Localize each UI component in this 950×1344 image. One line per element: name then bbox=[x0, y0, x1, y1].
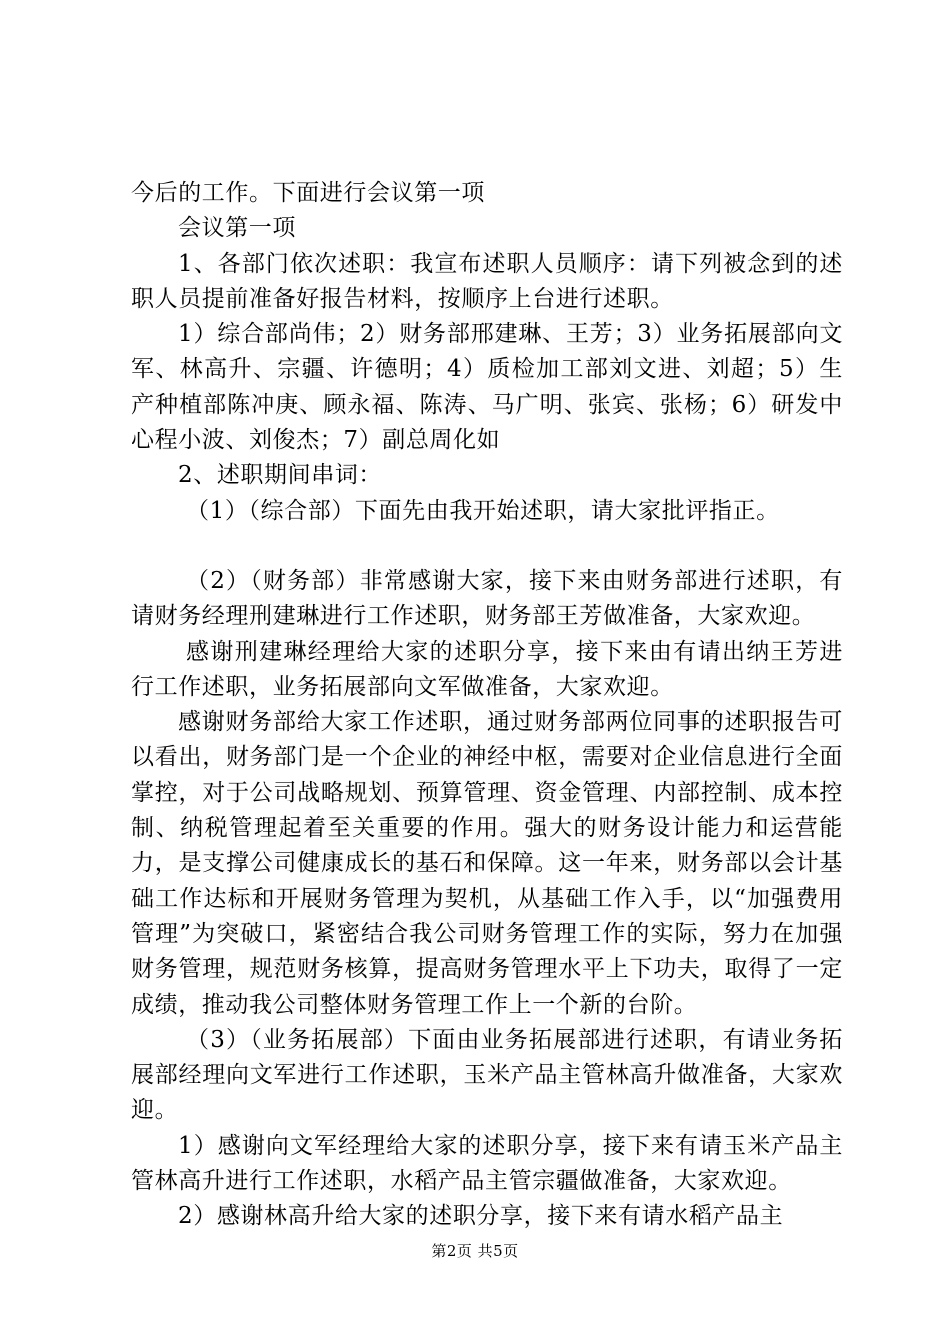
paragraph-order-announcement: 1、各部门依次述职：我宣布述职人员顺序：请下列被念到的述职人员提前准备好报告材料，按顺序上台进行述职。 bbox=[131, 250, 843, 312]
paragraph-general-dept: （1）（综合部）下面先由我开始述职，请大家批评指正。 bbox=[186, 497, 780, 524]
paragraph-business-thanks-1: 1）感谢向文军经理给大家的述职分享，接下来有请玉米产品主管林高升进行工作述职，水稻产品主管宗疆做准备，大家欢迎。 bbox=[131, 1132, 843, 1195]
paragraph-business-dept: （3）（业务拓展部）下面由业务拓展部进行述职，有请业务拓展部经理向文军进行工作述职，玉米产品主管林高升做准备，大家欢迎。 bbox=[131, 1026, 843, 1124]
paragraph-finance-dept: （2）（财务部）非常感谢大家，接下来由财务部进行述职，有请财务经理刑建琳进行工作述职，财务部王芳做准备，大家欢迎。 bbox=[131, 567, 843, 630]
paragraph-finance-thanks: 感谢刑建琳经理给大家的述职分享，接下来由有请出纳王芳进行工作述职，业务拓展部向文军做准备，大家欢迎。 bbox=[131, 638, 843, 700]
paragraph-continuation: 今后的工作。下面进行会议第一项 bbox=[131, 180, 485, 206]
paragraph-business-thanks-2: 2）感谢林高升给大家的述职分享，接下来有请水稻产品主 bbox=[178, 1203, 784, 1230]
paragraph-finance-summary: 感谢财务部给大家工作述职，通过财务部两位同事的述职报告可以看出，财务部门是一个企业的神经中枢，需要对企业信息进行全面掌控，对于公司战略规划、预算管理、资金管理、内部控制、成本控制、纳税管理起着至关重要的作用。强大的财务设计能力和运营能力，是支撑公司健康成长的基石和保障。这一年来，财务部以会计基础工作达标和开展财务管理为契机，从基础工作入手，以“加强费用管理”为突破口，紧密结合我公司财务管理工作的实际，努力在加强财务管理，规范财务核算，提高财务管理水平上下功夫，取得了一定成绩，推动我公司整体财务管理工作上一个新的台阶。 bbox=[131, 709, 843, 1018]
blank-line bbox=[131, 529, 843, 564]
page-number-footer: 第2页 共5页 bbox=[431, 1242, 519, 1260]
paragraph-speaker-list: 1）综合部尚伟；2）财务部邢建琳、王芳；3）业务拓展部向文军、林高升、宗疆、许德明；4）质检加工部刘文进、刘超；5）生产种植部陈冲庚、顾永福、陈涛、马广明、张宾、张杨；6）研发中心程小波、刘俊杰；7）副总周化如 bbox=[131, 321, 843, 454]
paragraph-section-heading: 会议第一项 bbox=[178, 215, 296, 242]
paragraph-transition-heading: 2、述职期间串词： bbox=[178, 462, 383, 489]
document-body bbox=[131, 176, 843, 1235]
